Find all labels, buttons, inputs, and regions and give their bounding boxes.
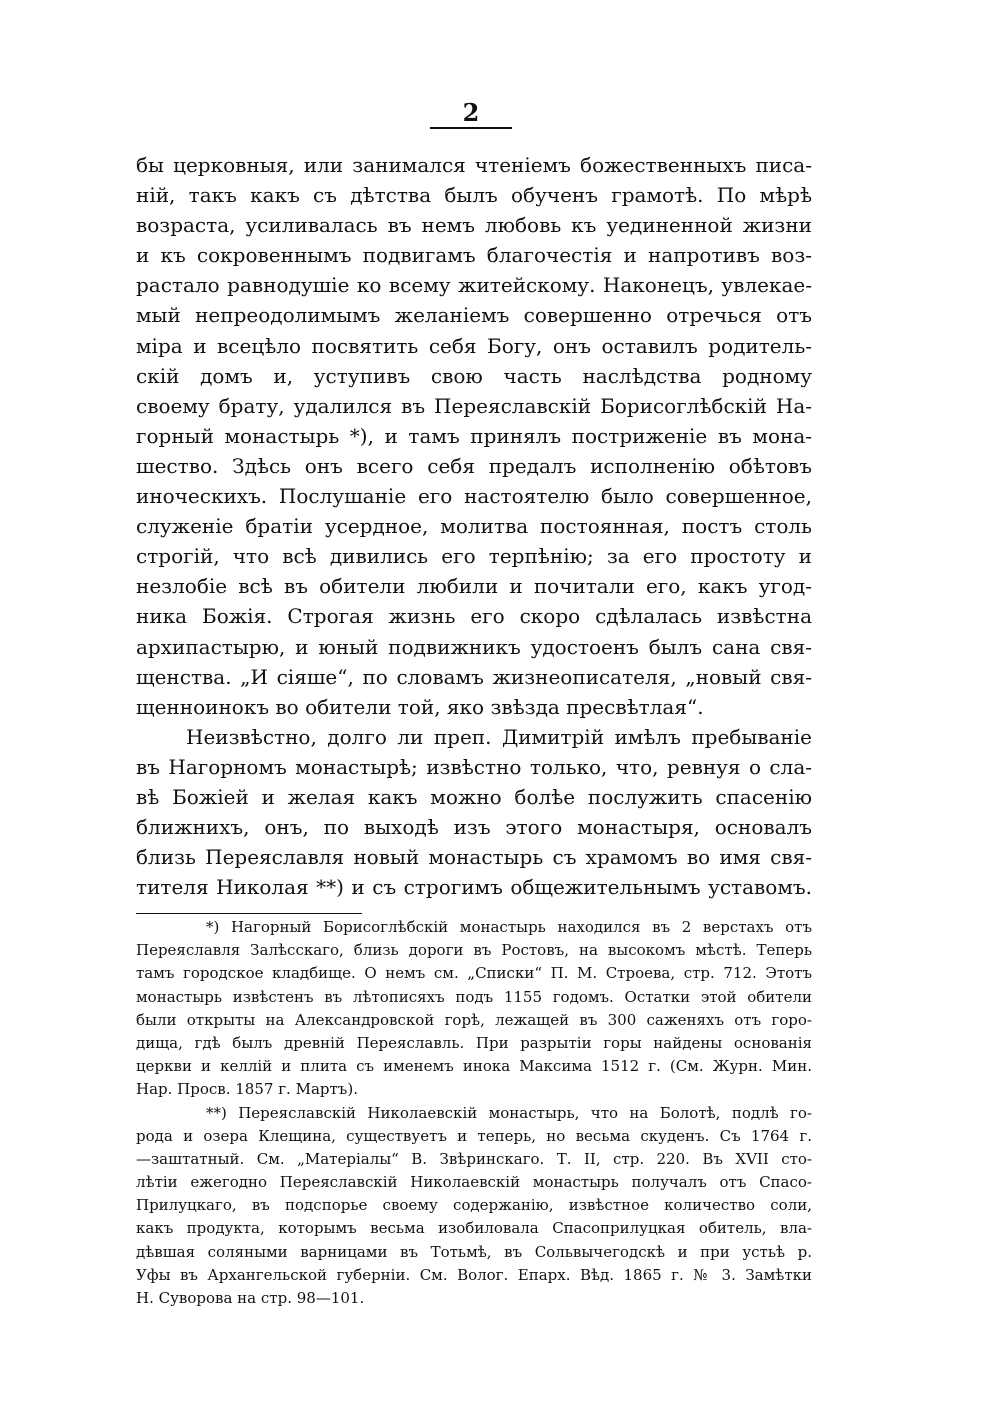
footnote-line: —заштатный. См. „Матеріалы“ В. Звѣринскаго. Т. II, стр. 220. Въ XVII сто- <box>136 1149 812 1168</box>
text-line: щенства. „И сіяше“, по словамъ жизнеописателя, „новый свя- <box>136 664 812 689</box>
footnote-line: Нар. Просв. 1857 г. Мартъ). <box>136 1080 358 1099</box>
footnote-line: были открыты на Александровской горѣ, лежащей въ 300 саженяхъ отъ горо- <box>136 1010 812 1029</box>
text-line: въ Нагорномъ монастырѣ; извѣстно только, что, ревнуя о сла- <box>136 754 812 779</box>
footnotes <box>136 916 812 1310</box>
text-line: строгій, что всѣ дивились его терпѣнію; за его простоту и <box>136 544 812 569</box>
footnote-line: Уфы въ Архангельской губерніи. См. Волог. Епарх. Вѣд. 1865 г. № 3. Замѣтки <box>136 1265 812 1284</box>
text-line: тителя Николая **) и съ строгимъ общежительнымъ уставомъ. <box>136 875 812 900</box>
text-line: служеніе братіи усердное, молитва постоянная, постъ столь <box>136 514 812 539</box>
footnote-line: Н. Суворова на стр. 98—101. <box>136 1289 365 1307</box>
text-line: бы церковныя, или занимался чтеніемъ божественныхъ писа- <box>136 153 812 177</box>
footnote-line: дища, гдѣ былъ древній Переяславль. При разрытіи горы найдены основанія <box>136 1033 812 1052</box>
footnote-line: рода и озера Клещина, существуетъ и теперь, но весьма скуденъ. Съ 1764 г. <box>136 1126 812 1145</box>
text-line: ближнихъ, онъ, по выходѣ изъ этого монастыря, основалъ <box>136 815 812 840</box>
footnote-line: дѣвшая соляными варницами въ Тотьмѣ, въ Сольвычегодскѣ и при устьѣ р. <box>136 1242 812 1261</box>
text-line: иноческихъ. Послушаніе его настоятелю было совершенное, <box>136 484 812 509</box>
footnote-line: монастырь извѣстенъ въ лѣтописяхъ подъ 1155 годомъ. Остатки этой обители <box>136 987 812 1006</box>
text-line: мый непреодолимымъ желаніемъ совершенно отречься отъ <box>136 303 812 328</box>
text-line: ній, такъ какъ съ дѣтства былъ обученъ грамотѣ. По мѣрѣ <box>136 183 812 208</box>
main-text <box>136 150 812 902</box>
footnote-line: Прилуцкаго, въ подспорье своему содержанію, извѣстное количество соли, <box>136 1196 812 1215</box>
text-line: міра и всецѣло посвятить себя Богу, онъ оставилъ родитель- <box>136 333 812 358</box>
text-line: щенноинокъ во обители той, яко звѣзда пресвѣтлая“. <box>136 694 704 719</box>
text-line: скій домъ и, уступивъ свою часть наслѣдства родному <box>136 363 812 388</box>
footnote-line: *) Нагорный Борисоглѣбскій монастырь находился въ 2 верстахъ отъ <box>206 918 812 936</box>
text-line: архипастырю, и юный подвижникъ удостоенъ былъ сана свя- <box>136 634 812 659</box>
footnote-line: **) Переяславскій Николаевскій монастырь, что на Болотѣ, подлѣ го- <box>206 1103 812 1122</box>
footnote-line: церкви и келлій и плита съ именемъ инока Максима 1512 г. (См. Журн. Мин. <box>136 1057 812 1076</box>
footnote-line: тамъ городское кладбище. О немъ см. „Списки“ П. М. Строева, стр. 712. Этотъ <box>136 964 812 983</box>
text-line: Неизвѣстно, долго ли преп. Димитрій имѣлъ пребываніе <box>186 724 812 749</box>
text-line: горный монастырь *), и тамъ принялъ постриженіе въ мона- <box>136 423 812 448</box>
footnote-line: какъ продукта, которымъ весьма изобиловала Спасоприлуцкая обитель, вла- <box>136 1219 812 1238</box>
text-line: своему брату, удалился въ Переяславскій Борисоглѣбскій На- <box>136 393 812 418</box>
page-number: 2 <box>462 98 480 127</box>
footnote-line: Переяславля Залѣсскаго, близь дороги въ Ростовъ, на высокомъ мѣстѣ. Теперь <box>136 941 812 960</box>
text-line: шество. Здѣсь онъ всего себя предалъ исполненію обѣтовъ <box>136 453 812 478</box>
text-line: растало равнодушіе ко всему житейскому. Наконецъ, увлекае- <box>136 273 812 298</box>
text-line: ника Божія. Строгая жизнь его скоро сдѣлалась извѣстна <box>136 604 812 629</box>
text-line: и къ сокровеннымъ подвигамъ благочестія и напротивъ воз- <box>136 243 812 268</box>
page-number-rule <box>430 127 512 129</box>
footnote-line: лѣтіи ежегодно Переяславскій Николаевскій монастырь получалъ отъ Спасо- <box>136 1173 812 1192</box>
text-line: близь Переяславля новый монастырь съ храмомъ во имя свя- <box>136 845 812 870</box>
text-line: возраста, усиливалась въ немъ любовь къ уединенной жизни <box>136 213 812 238</box>
footnote-rule <box>136 913 362 914</box>
text-line: незлобіе всѣ въ обители любили и почитали его, какъ угод- <box>136 574 812 599</box>
text-line: вѣ Божіей и желая какъ можно болѣе послужить спасенію <box>136 784 812 809</box>
